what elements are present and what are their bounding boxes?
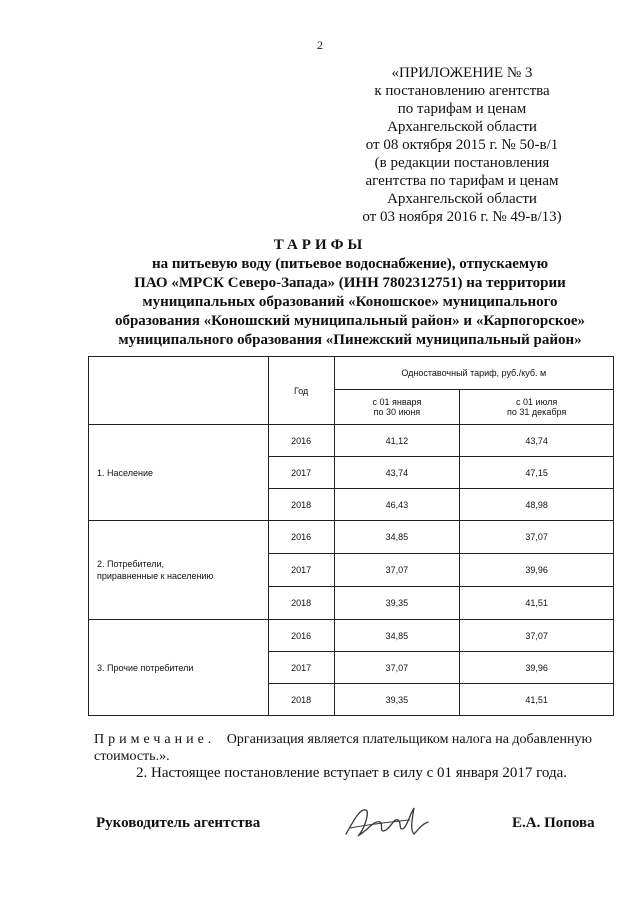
year-cell: 2018	[268, 684, 334, 716]
year-cell: 2016	[268, 425, 334, 457]
subtitle-line: ПАО «МРСК Северо-Запада» (ИНН 7802312751) на территории	[134, 275, 566, 291]
tariff-cell: 37,07	[334, 554, 460, 587]
tariff-cell: 43,74	[334, 457, 460, 489]
year-cell: 2018	[268, 587, 334, 620]
subtitle-line: муниципальных образований «Коношское» муниципального	[142, 294, 558, 310]
subtitle-line: муниципального образования «Пинежский муниципальный район»	[118, 332, 582, 348]
signer-title: Руководитель агентства	[96, 815, 261, 831]
tariff-cell: 37,07	[460, 521, 614, 554]
tariff-cell: 47,15	[460, 457, 614, 489]
appendix-line: «ПРИЛОЖЕНИЕ № 3	[391, 65, 533, 81]
tariff-cell: 39,96	[460, 554, 614, 587]
appendix-line: от 08 октября 2015 г. № 50-в/1	[365, 137, 559, 153]
year-header: Год	[268, 357, 334, 425]
document-title: ТАРИФЫ	[273, 237, 367, 253]
tariff-cell: 37,07	[460, 620, 614, 652]
appendix-line: (в редакции постановления	[374, 155, 550, 171]
appendix-line: от 03 ноября 2016 г. № 49-в/13)	[362, 209, 562, 225]
appendix-line: Архангельской области	[387, 119, 537, 135]
note-label: Примечание.	[94, 732, 216, 747]
appendix-line: агентства по тарифам и ценам	[365, 173, 559, 189]
table-row	[89, 620, 614, 652]
tariff-cell: 43,74	[460, 425, 614, 457]
tariff-cell: 41,51	[460, 587, 614, 620]
period-1-header: с 01 января по 30 июня	[334, 390, 460, 425]
year-cell: 2017	[268, 652, 334, 684]
signature-image	[340, 800, 436, 844]
tariff-cell: 34,85	[334, 521, 460, 554]
signer-name: Е.А. Попова	[512, 815, 595, 831]
subtitle-line: образования «Коношский муниципальный район» и «Карпогорское»	[114, 313, 586, 329]
category-cell: 3. Прочие потребители	[89, 620, 269, 716]
tariff-cell: 39,35	[334, 587, 460, 620]
tariff-cell: 41,51	[460, 684, 614, 716]
effective-date-clause: 2. Настоящее постановление вступает в силу с 01 января 2017 года.	[136, 765, 568, 781]
tariff-cell: 37,07	[334, 652, 460, 684]
note	[94, 731, 604, 765]
appendix-header	[342, 64, 582, 226]
tariff-cell: 34,85	[334, 620, 460, 652]
year-cell: 2017	[268, 457, 334, 489]
note-text: Организация является плательщиком налога на добавленную стоимость.».	[94, 732, 592, 764]
category-cell: 1. Население	[89, 425, 269, 521]
table-row	[89, 521, 614, 554]
tariff-cell: 39,35	[334, 684, 460, 716]
year-cell: 2018	[268, 489, 334, 521]
table-row	[89, 425, 614, 457]
appendix-line: по тарифам и ценам	[397, 101, 527, 117]
tariff-cell: 39,96	[460, 652, 614, 684]
tariff-header: Одноставочный тариф, руб./куб. м	[334, 357, 613, 390]
category-header	[89, 357, 269, 425]
tariff-table	[88, 356, 614, 716]
subtitle-line: на питьевую воду (питьевое водоснабжение), отпускаемую	[151, 256, 549, 272]
document-subtitle	[70, 255, 630, 350]
appendix-line: к постановлению агентства	[374, 83, 550, 99]
period-2-header: с 01 июля по 31 декабря	[460, 390, 614, 425]
year-cell: 2017	[268, 554, 334, 587]
tariff-cell: 46,43	[334, 489, 460, 521]
tariff-cell: 41,12	[334, 425, 460, 457]
category-cell: 2. Потребители, приравненные к населению	[89, 521, 269, 620]
appendix-line: Архангельской области	[387, 191, 537, 207]
page-number: 2	[317, 38, 323, 52]
year-cell: 2016	[268, 521, 334, 554]
year-cell: 2016	[268, 620, 334, 652]
tariff-cell: 48,98	[460, 489, 614, 521]
